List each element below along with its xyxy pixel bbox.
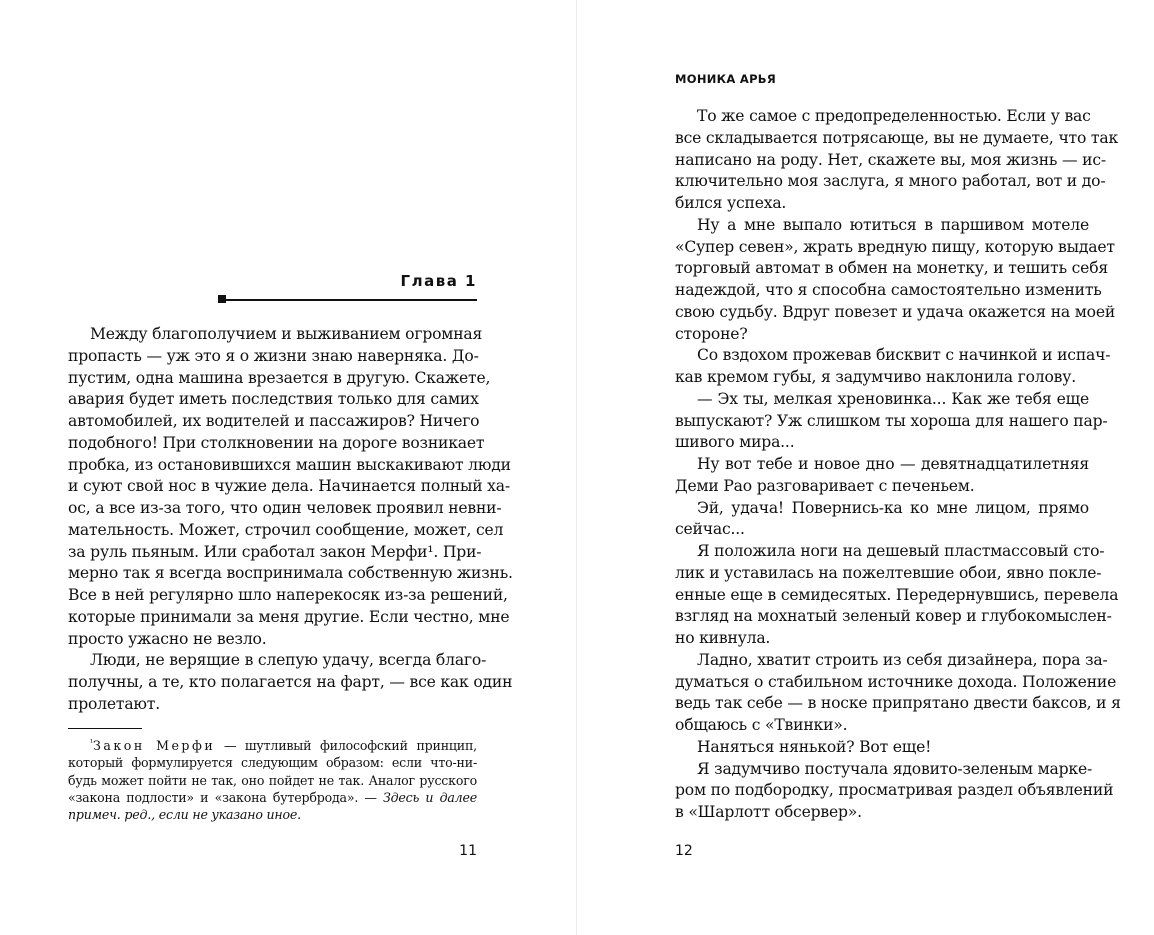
text-line: Эй, удача! Повернись-ка ко мне лицом, прямо	[697, 498, 1089, 517]
page-number-left: 11	[459, 843, 477, 859]
page-number-right: 12	[675, 843, 693, 859]
text-line: мерно так я всегда воспринимала собственную жизнь.	[68, 564, 513, 583]
text-line: но кивнула.	[675, 629, 771, 647]
text-line: взгляд на мохнатый зеленый ковер и глубокомыслен-	[675, 607, 1112, 626]
text-line: ром по подбородку, просматривая раздел объявлений	[675, 781, 1114, 800]
text-line: пропасть — уж это я о жизни знаю наверняка. До-	[68, 346, 479, 365]
text-line: Между благополучием и выживанием огромная	[90, 325, 483, 343]
text-line: шивого мира...	[675, 433, 795, 452]
text-line: пробка, из остановившихся машин выскакивают люди	[68, 455, 511, 474]
footnote-term: Закон Мерфи	[93, 738, 216, 753]
text-line: Деми Рао разговаривает с печеньем.	[675, 476, 975, 495]
footnote-rule	[68, 728, 142, 729]
footnote-line	[68, 737, 477, 754]
text-line: просто ужасно не везло.	[68, 629, 267, 648]
text-line: ведь так себе — в носке припрятано двести баксов, и я	[675, 694, 1121, 713]
footnote-marker: ¹	[90, 737, 94, 747]
chapter-rule	[224, 299, 477, 301]
text-line: ключительно моя заслуга, я много работал, вот и до-	[675, 172, 1106, 191]
text-line: надеждой, что я способна самостоятельно изменить	[675, 281, 1102, 299]
right-body-text	[675, 106, 1121, 824]
text-line: выпускают? Уж слишком ты хороша для нашего пар-	[675, 411, 1108, 430]
footnote-line	[68, 789, 477, 806]
text-line: — Эх ты, мелкая хреновинка... Как же тебя еще	[697, 389, 1089, 408]
text-line: которые принимали за меня другие. Если честно, мне	[68, 607, 510, 626]
text-line: все складывается потрясающе, вы не думаете, что так	[675, 128, 1119, 147]
text-line: свою судьбу. Вдруг повезет и удача окажется на моей	[675, 302, 1116, 321]
text-line: Со вздохом прожевав бисквит с начинкой и испач-	[697, 346, 1111, 365]
text-line: автомобилей, их водителей и пассажиров? Ничего	[68, 412, 480, 430]
book-spine	[576, 0, 577, 935]
text-line: авария будет иметь последствия только для самих	[68, 390, 479, 409]
text-line: «Супер севен», жрать вредную пищу, которую выдает	[675, 237, 1115, 256]
text-line: Ну вот тебе и новое дно — девятнадцатилетняя	[697, 455, 1089, 473]
text-line: То же самое с предопределенностью. Если у вас	[697, 107, 1091, 125]
footnote-line: который формулируется следующим образом: если что-ни-	[68, 755, 477, 771]
chapter-title: Глава 1	[400, 272, 477, 290]
text-line: торговый автомат в обмен на монетку, и тешить себя	[675, 259, 1109, 278]
text-line: общаюсь с «Твинки».	[675, 716, 848, 734]
text-line: Я задумчиво постучала ядовито-зеленым марке-	[697, 759, 1093, 778]
text-line: Я положила ноги на дешевый пластмассовый сто-	[697, 542, 1105, 560]
text-line: Наняться нянькой? Вот еще!	[697, 737, 932, 756]
footnote-text: «закона подлости» и «закона бутерброда». —	[68, 789, 383, 805]
text-line: в «Шарлотт обсервер».	[675, 803, 862, 821]
text-line: енные еще в семидесятых. Передернувшись, перевела	[675, 585, 1119, 604]
footnote-text: — шутливый философский принцип,	[215, 738, 477, 753]
footnote-italic: примеч. ред., если не указано иное.	[68, 807, 301, 823]
footnote	[68, 737, 477, 823]
text-line: пустим, одна машина врезается в другую. Скажете,	[68, 368, 491, 387]
text-line: стороне?	[675, 324, 748, 343]
text-line: за руль пьяным. Или сработал закон Мерфи¹. При-	[68, 542, 482, 561]
text-line: мательность. Может, строчил сообщение, может, сел	[68, 520, 504, 539]
text-line: сейчас...	[675, 520, 745, 539]
text-line: лик и уставилась на пожелтевшие обои, явно покле-	[675, 563, 1102, 582]
footnote-italic: Здесь и далее	[383, 789, 477, 805]
text-line: получны, а те, кто полагается на фарт, — все как один	[68, 673, 513, 691]
text-line: подобного! При столкновении на дороге возникает	[68, 433, 485, 452]
text-line: Ладно, хватит строить из себя дизайнера, пора за-	[697, 650, 1108, 669]
text-line: думаться о стабильном источнике дохода. Положение	[675, 672, 1117, 691]
left-body-text	[68, 324, 513, 716]
text-line: и суют свой нос в чужие дела. Начинается полный ха-	[68, 477, 510, 496]
footnote-line: будь может пойти не так, оно пойдет не так. Аналог русского	[68, 772, 477, 788]
text-line: ос, а все из-за того, что один человек проявил невни-	[68, 499, 502, 517]
text-line: кав кремом губы, я задумчиво наклонила голову.	[675, 368, 1076, 386]
text-line: Люди, не верящие в слепую удачу, всегда благо-	[90, 651, 487, 670]
text-line: пролетают.	[68, 694, 160, 713]
running-header: МОНИКА АРЬЯ	[675, 72, 777, 86]
text-line: Все в ней регулярно шло наперекосяк из-за решений,	[68, 586, 508, 604]
text-line: написано на роду. Нет, скажете вы, моя жизнь — ис-	[675, 150, 1106, 169]
text-line: Ну а мне выпало ютиться в паршивом мотеле	[697, 215, 1089, 234]
footnote-line	[68, 806, 477, 823]
text-line: бился успеха.	[675, 194, 787, 212]
